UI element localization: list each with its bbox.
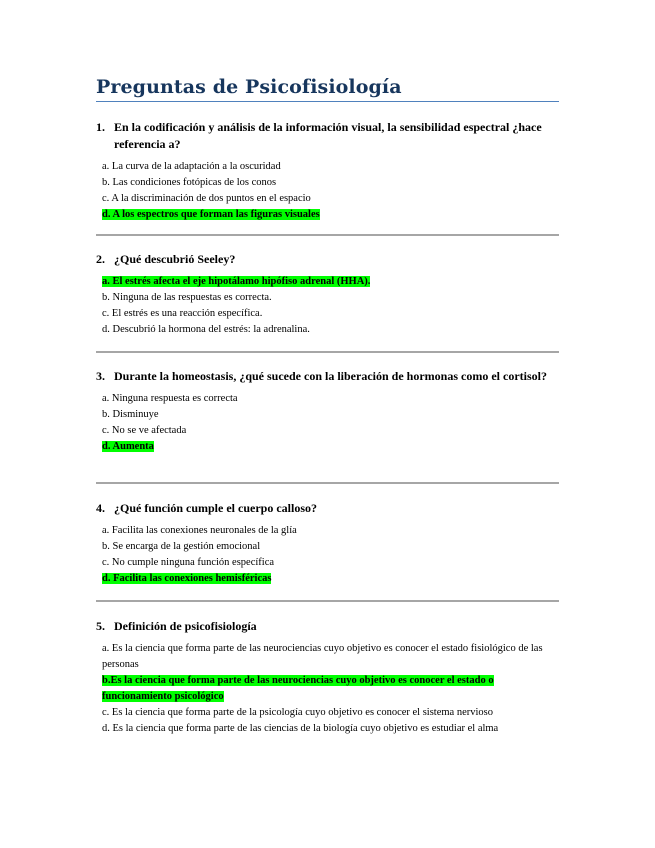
option-c: c. No se ve afectada xyxy=(102,425,187,436)
options-list xyxy=(96,391,560,455)
option-a: a. La curva de la adaptación a la oscuridad xyxy=(102,161,281,172)
section-divider xyxy=(96,351,559,353)
question-text: 1. En la codificación y análisis de la información visual, la sensibilidad espectral ¿hace referencia a? xyxy=(96,120,542,151)
options-list xyxy=(96,523,560,587)
options-list xyxy=(96,641,560,737)
option-b-correct: b.Es la ciencia que forma parte de las neurociencias cuyo objetivo es conocer el estado o funcionamiento psicológico xyxy=(102,675,494,702)
question-text: 2. ¿Qué descubrió Seeley? xyxy=(96,252,236,266)
option-c: c. No cumple ninguna función específica xyxy=(102,557,275,568)
question-5 xyxy=(96,618,560,737)
section-divider xyxy=(96,482,559,484)
question-4 xyxy=(96,500,560,587)
option-a: a. Ninguna respuesta es correcta xyxy=(102,393,238,404)
option-a-correct: a. El estrés afecta el eje hipotálamo hipófiso adrenal (HHA). xyxy=(102,276,371,287)
option-c: c. Es la ciencia que forma parte de la psicología cuyo objetivo es conocer el sistema nervioso xyxy=(102,707,493,718)
question-3 xyxy=(96,368,560,455)
option-a: a. Facilita las conexiones neuronales de la glía xyxy=(102,525,297,536)
question-text: 5. Definición de psicofisiología xyxy=(96,619,257,633)
question-text: 4. ¿Qué función cumple el cuerpo calloso? xyxy=(96,501,317,515)
options-list xyxy=(96,159,560,223)
question-2 xyxy=(96,251,560,338)
page-title: Preguntas de Psicofisiología xyxy=(96,76,402,98)
title-underline xyxy=(96,101,559,102)
option-c: c. A la discriminación de dos puntos en el espacio xyxy=(102,193,311,204)
option-d-correct: d. Aumenta xyxy=(102,441,154,452)
section-divider xyxy=(96,234,559,236)
option-c: c. El estrés es una reacción específica. xyxy=(102,308,263,319)
option-d: d. Es la ciencia que forma parte de las ciencias de la biología cuyo objetivo es estudiar el alma xyxy=(102,723,499,734)
option-b: b. Se encarga de la gestión emocional xyxy=(102,541,261,552)
section-divider xyxy=(96,600,559,602)
option-a: a. Es la ciencia que forma parte de las neurociencias cuyo objetivo es conocer el estado fisiológico de las personas xyxy=(102,643,543,670)
option-d-correct: d. A los espectros que forman las figuras visuales xyxy=(102,209,320,220)
question-1 xyxy=(96,119,560,223)
option-b: b. Las condiciones fotópicas de los conos xyxy=(102,177,277,188)
options-list xyxy=(96,274,560,338)
option-d: d. Descubrió la hormona del estrés: la adrenalina. xyxy=(102,324,310,335)
question-text: 3. Durante la homeostasis, ¿qué sucede con la liberación de hormonas como el cortisol? xyxy=(96,369,547,383)
option-b: b. Ninguna de las respuestas es correcta. xyxy=(102,292,272,303)
option-b: b. Disminuye xyxy=(102,409,159,420)
option-d-correct: d. Facilita las conexiones hemisféricas xyxy=(102,573,272,584)
